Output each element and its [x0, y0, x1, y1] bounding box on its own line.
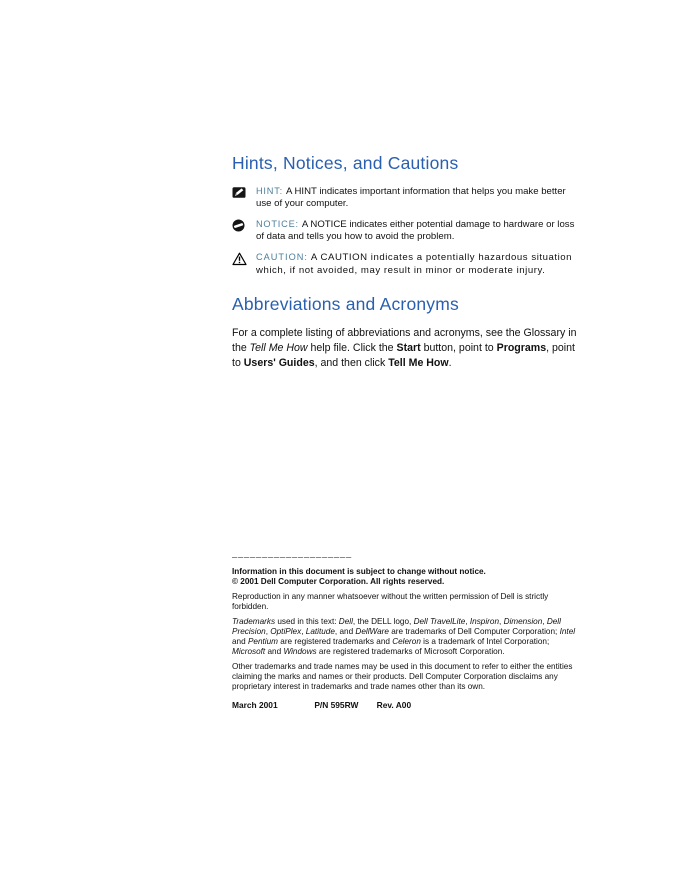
footer-change-notice: Information in this document is subject to change without notice.	[232, 567, 486, 576]
footer-part-number: P/N 595RW	[314, 700, 359, 710]
footer-reproduction: Reproduction in any manner whatsoever without the written permission of Dell is strictly forbidden.	[232, 592, 549, 611]
note-caution	[232, 251, 580, 277]
note-caution-text: CAUTION: A CAUTION indicates a potentially hazardous situation which, if not avoided, may result in minor or moderate injury.	[256, 252, 573, 276]
footer-revision: Rev. A00	[376, 700, 412, 710]
note-hint-label: HINT:	[256, 186, 283, 196]
footer-copyright: © 2001 Dell Computer Corporation. All rights reserved.	[232, 577, 445, 586]
footer-other-trademarks: Other trademarks and trade names may be used in this document to refer to either the entities claiming the marks and names or their products. Dell Computer Corporation disclaims any proprietary interest in trademarks and trade names other than its own.	[232, 662, 573, 691]
main-content	[232, 153, 580, 371]
footer-rule: ____________________	[232, 548, 353, 558]
note-notice-label: NOTICE:	[256, 219, 299, 229]
footer-trademarks: Trademarks used in this text: Dell, the DELL logo, Dell TravelLite, Inspiron, Dimension, Dell Precision, OptiPlex, Latitude, and DellWare are trademarks of Dell Computer Corporation; Intel and Pentium are registered trademarks and Celeron is a trademark of Intel Corporation; Microsoft and Windows are registered trademarks of Microsoft Corporation.	[232, 617, 576, 656]
abbreviations-paragraph: For a complete listing of abbreviations and acronyms, see the Glossary in the Tell Me How help file. Click the Start button, point to Programs, point to Users' Guides, and then click Tell Me How.	[232, 327, 577, 369]
section-heading-abbreviations: Abbreviations and Acronyms	[232, 294, 459, 314]
footer-dateline	[232, 700, 580, 710]
note-hint-text: HINT: A HINT indicates important information that helps you make better use of your computer.	[256, 186, 566, 209]
note-caution-label: CAUTION:	[256, 252, 308, 262]
caution-icon	[232, 251, 256, 277]
section-heading-hints: Hints, Notices, and Cautions	[232, 153, 459, 173]
hint-icon	[232, 185, 256, 210]
note-notice	[232, 218, 580, 243]
footer-legal	[232, 548, 580, 710]
note-hint	[232, 185, 580, 210]
notice-icon	[232, 218, 256, 243]
footer-date: March 2001	[232, 700, 278, 710]
note-notice-text: NOTICE: A NOTICE indicates either potential damage to hardware or loss of data and tells you how to avoid the problem.	[256, 219, 575, 242]
